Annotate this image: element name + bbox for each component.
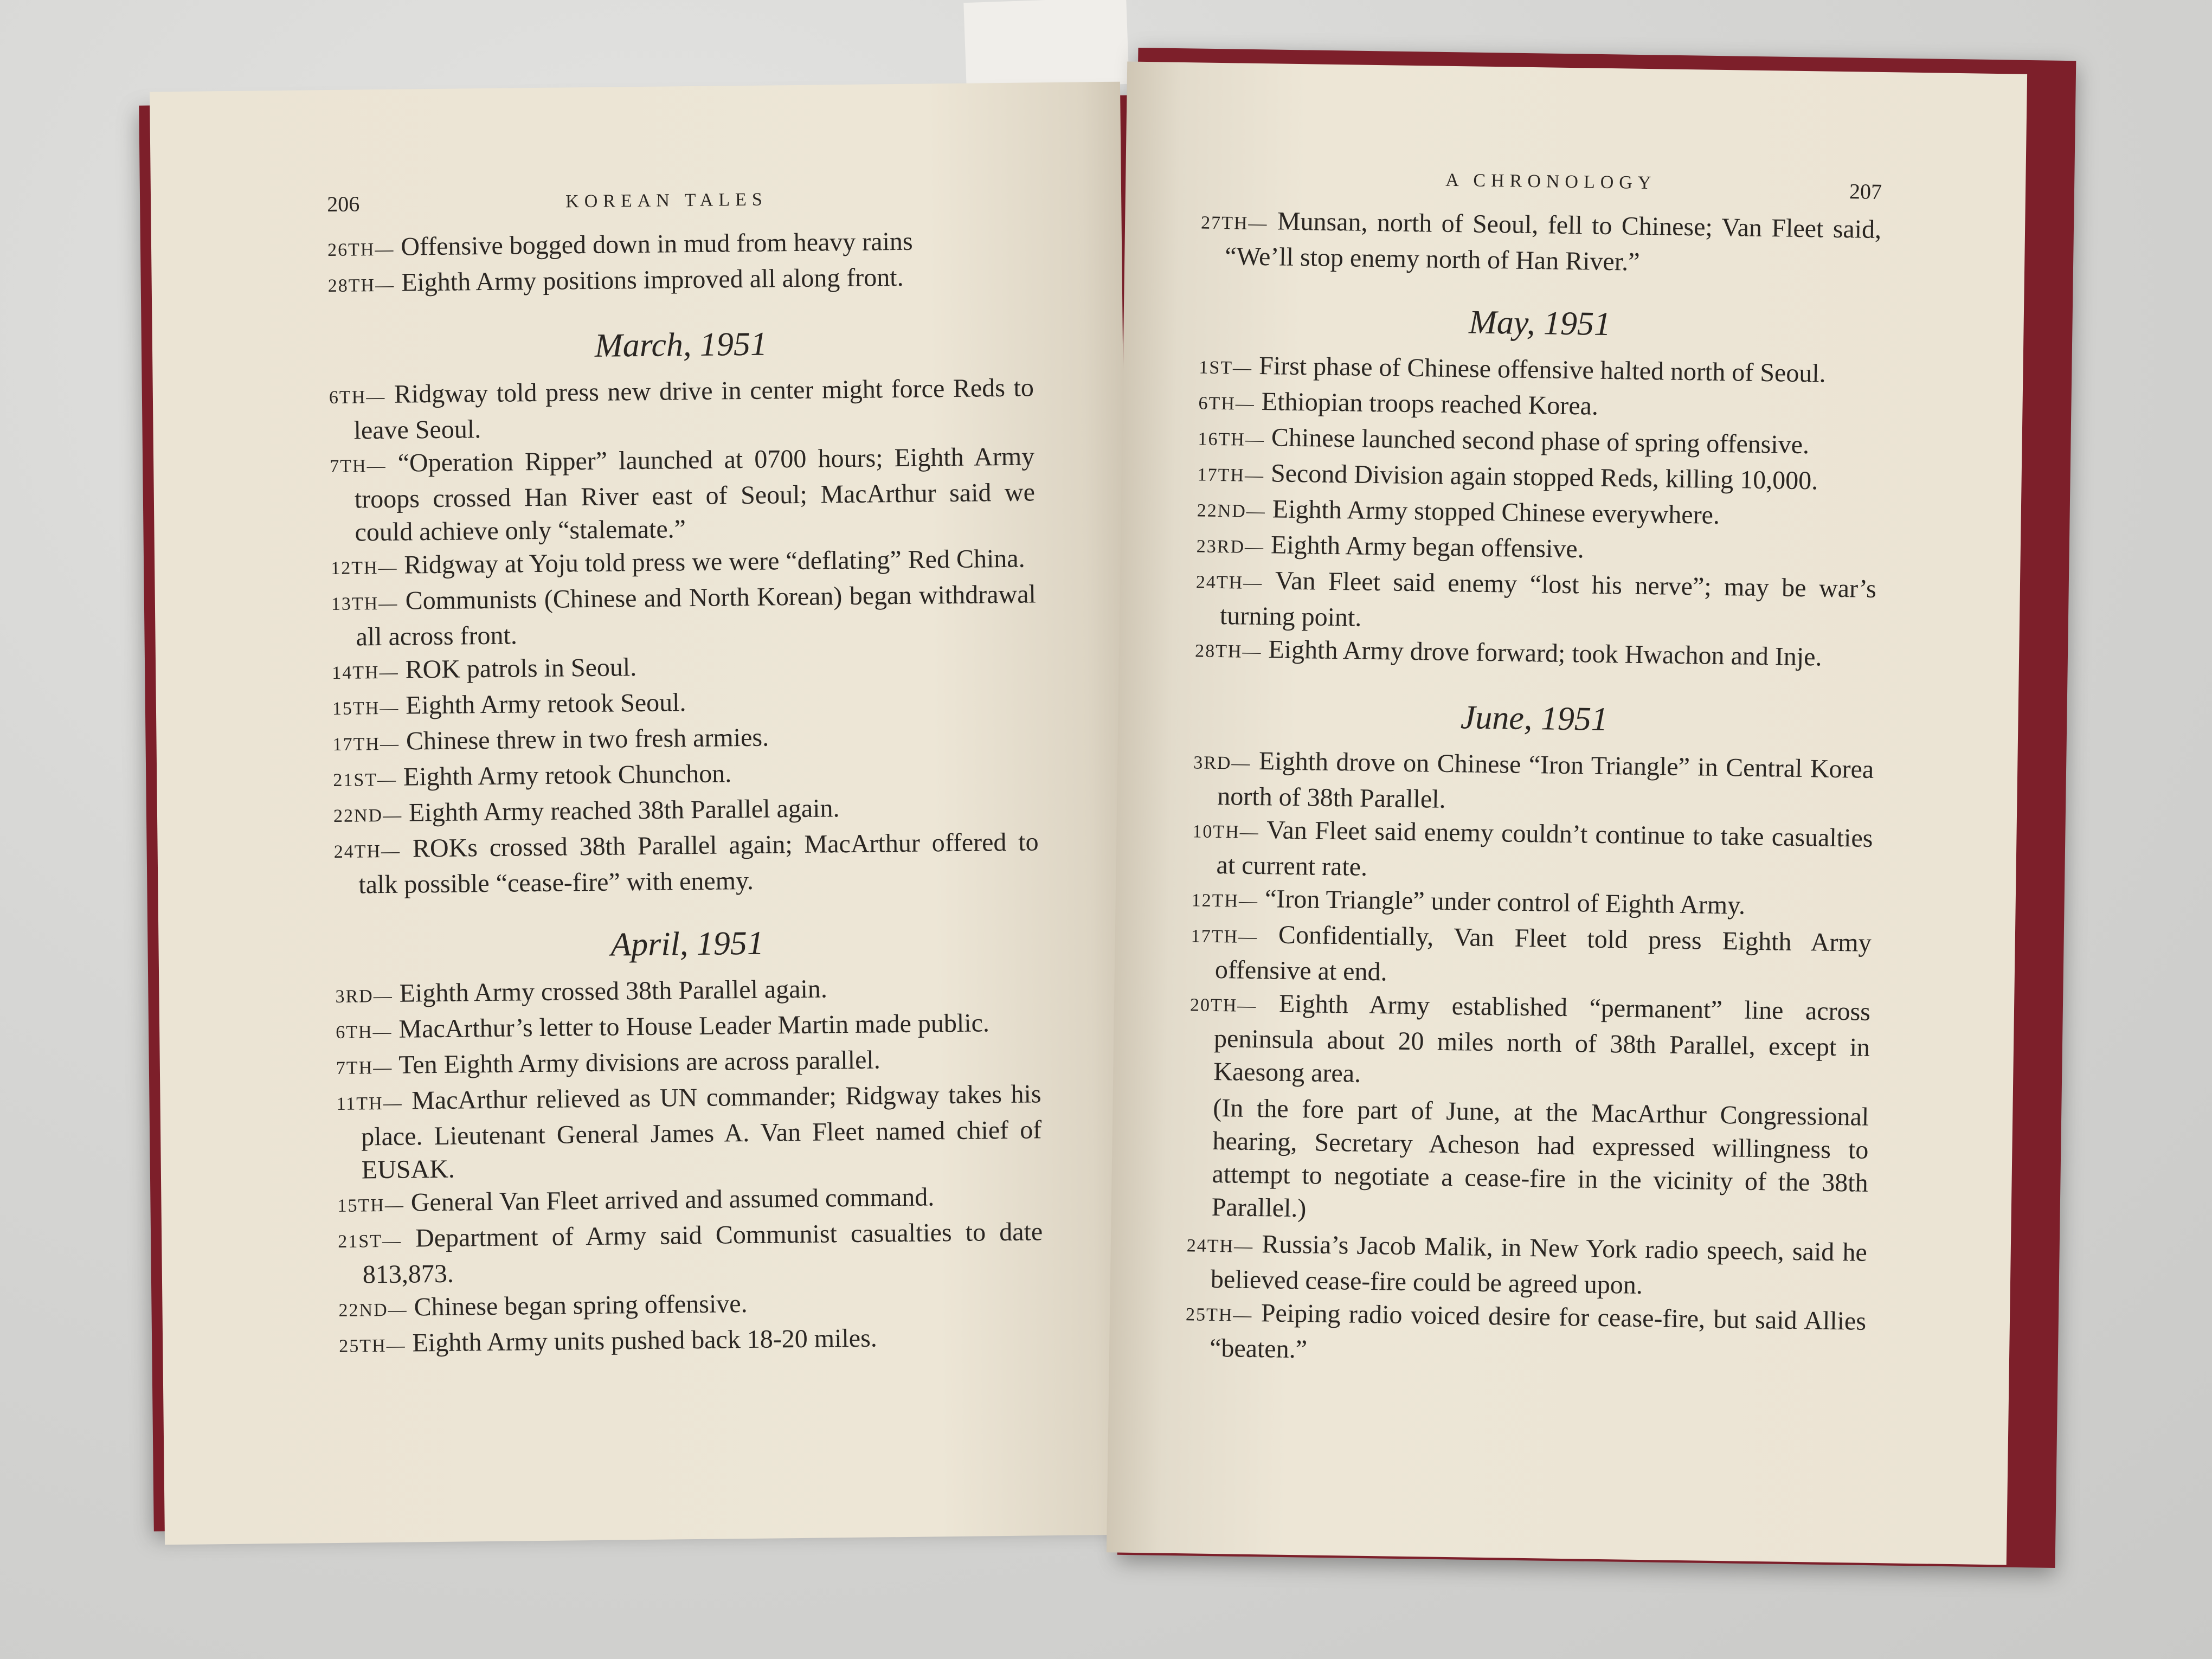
list-item: 22ND— Chinese began spring offensive.: [338, 1289, 748, 1322]
list-item: 24TH— Van Fleet said enemy “lost his nerve”; may be war’s turning point.: [1195, 566, 1877, 632]
left-page-content: [327, 169, 1044, 1362]
list-item: 16TH— Chinese launched second phase of spring offensive.: [1198, 423, 1810, 460]
section-april-1951: [335, 916, 1044, 1363]
list-item: 25TH— Peiping radio voiced desire for cease-fire, but said Allies “beaten.”: [1185, 1298, 1867, 1364]
right-page-header: [1201, 149, 1882, 213]
list-item: 17TH— Chinese threw in two fresh armies.: [332, 723, 769, 756]
list-item: 6TH— Ethiopian troops reached Korea.: [1198, 387, 1599, 421]
running-head: KOREAN TALES: [565, 189, 768, 212]
list-item: 6TH— Ridgway told press new drive in center might force Reds to leave Seoul.: [329, 373, 1034, 445]
list-item: 15TH— Eighth Army retook Seoul.: [332, 688, 686, 720]
left-intro-entries: [327, 223, 1033, 303]
section-title: April, 1951: [610, 924, 764, 963]
section-title: May, 1951: [1468, 304, 1611, 343]
list-item: 7TH— “Operation Ripper” launched at 0700 hours; Eighth Army troops crossed Han River east of Seoul; MacArthur said we could achieve only “stalemate.”: [330, 442, 1036, 547]
list-item: 3RD— Eighth Army crossed 38th Parallel again.: [335, 974, 828, 1008]
right-page: [1107, 62, 2027, 1565]
section-june-1951: [1185, 689, 1875, 1373]
list-item: 11TH— MacArthur relieved as UN commander; Ridgway takes his place. Lieutenant General James A. Van Fleet named chief of EUSAK.: [336, 1079, 1042, 1185]
list-item: 28TH— Eighth Army positions improved all along front.: [327, 262, 904, 297]
list-item: 24TH— ROKs crossed 38th Parallel again; MacArthur offered to talk possible “cease-fire” with enemy.: [333, 827, 1039, 899]
list-item: 3RD— Eighth drove on Chinese “Iron Triangle” in Central Korea north of 38th Parallel.: [1193, 747, 1874, 814]
list-item: 23RD— Eighth Army began offensive.: [1196, 530, 1585, 564]
list-item: 12TH— Ridgway at Yoju told press we were “deflating” Red China.: [331, 544, 1025, 580]
bookmark-strip: [963, 0, 1129, 89]
parenthetical-note: (In the fore part of June, at the MacArthur Congressional hearing, Secretary Acheson had expressed willingness to attempt to negotiate a cease-fire in the vicinity of the 38th Parallel.): [1211, 1093, 1869, 1223]
right-intro-entries: [1200, 203, 1882, 282]
list-item: 10TH— Van Fleet said enemy couldn’t continue to take casualties at current rate.: [1192, 815, 1873, 882]
section-march-1951: [329, 317, 1039, 902]
right-page-content: [1185, 149, 1882, 1373]
list-item: 15TH— General Van Fleet arrived and assumed command.: [337, 1182, 935, 1217]
left-page: [150, 82, 1135, 1545]
list-item: 6TH— MacArthur’s letter to House Leader Martin made public.: [336, 1008, 990, 1044]
list-item: 17TH— Second Division again stopped Reds, killing 10,000.: [1197, 459, 1818, 496]
list-item: 17TH— Confidentially, Van Fleet told press Eighth Army offensive at end.: [1191, 920, 1872, 987]
list-item: 21ST— Department of Army said Communist casualties to date 813,873.: [338, 1217, 1043, 1289]
page-number: 207: [1849, 179, 1882, 204]
list-item: 24TH— Russia’s Jacob Malik, in New York radio speech, said he believed cease-fire could be agreed upon.: [1186, 1230, 1868, 1300]
page-number: 206: [326, 191, 360, 217]
list-item: 22ND— Eighth Army reached 38th Parallel again.: [333, 794, 840, 827]
section-may-1951: [1195, 294, 1880, 677]
list-item: 12TH— “Iron Triangle” under control of Eighth Army.: [1191, 884, 1746, 920]
list-item: 26TH— Offensive bogged down in mud from heavy rains: [327, 227, 913, 261]
list-item: 7TH— Ten Eighth Army divisions are across parallel.: [336, 1045, 880, 1079]
list-item: 13TH— Communists (Chinese and North Korean) began withdrawal all across front.: [331, 580, 1037, 652]
list-item: 25TH— Eighth Army units pushed back 18-20 miles.: [339, 1323, 878, 1358]
section-title: June, 1951: [1460, 699, 1609, 738]
list-item: 22ND— Eighth Army stopped Chinese everywhere.: [1197, 494, 1720, 530]
running-head: A CHRONOLOGY: [1445, 170, 1657, 194]
list-item: 14TH— ROK patrols in Seoul.: [332, 653, 637, 684]
list-item: 27TH— Munsan, north of Seoul, fell to Chinese; Van Fleet said, “We’ll stop enemy north of Han River.”: [1200, 207, 1882, 276]
left-page-header: [327, 169, 1032, 231]
list-item: 28TH— Eighth Army drove forward; took Hwachon and Inje.: [1194, 635, 1822, 672]
list-item: 21ST— Eighth Army retook Chunchon.: [333, 759, 732, 792]
list-item: 20TH— Eighth Army established “permanent” line across peninsula about 20 miles north of 38th Parallel, except in Kaesong area.: [1189, 989, 1871, 1088]
list-item: 1ST— First phase of Chinese offensive halted north of Seoul.: [1199, 351, 1827, 388]
section-title: March, 1951: [594, 325, 768, 364]
